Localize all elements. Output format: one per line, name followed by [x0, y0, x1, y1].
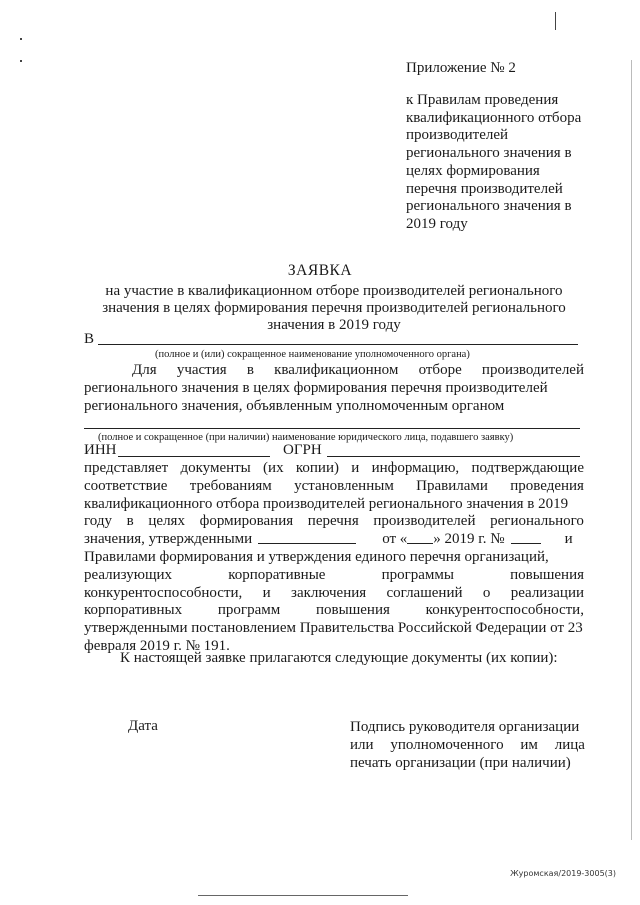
attachments-text: К настоящей заявке прилагаются следующие документы (их копии):: [120, 650, 558, 666]
rules-line: к Правилам проведения: [406, 92, 559, 108]
authority-caption: (полное и (или) сокращенное наименование уполномоченного органа): [155, 349, 470, 360]
document-code: Журомская/2019-3005(3): [510, 869, 616, 878]
para-line: регионального значения в целях формирования перечня производителей: [84, 379, 548, 396]
document-subtitle: [84, 283, 584, 334]
signature-block: [350, 718, 585, 772]
participation-paragraph: [84, 362, 584, 415]
para-line: утвержденными постановлением Правительства Российской Федерации от 23: [84, 620, 583, 637]
signature-line: печать организации (при наличии): [350, 755, 571, 771]
date-label: Дата: [128, 718, 158, 734]
documents-paragraph: [84, 460, 584, 656]
scan-mark: [631, 60, 632, 840]
para-line: корпоративных программ повышения конкурентоспособности,: [84, 602, 584, 619]
authority-name-field[interactable]: [98, 344, 578, 345]
ogrn-field[interactable]: [327, 456, 580, 457]
legal-entity-caption: (полное и сокращенное (при наличии) наименование юридического лица, подавшего заявку): [98, 432, 514, 443]
rules-line: регионального значения в: [406, 198, 572, 215]
rules-line: перечня производителей: [406, 180, 563, 197]
appendix-number: Приложение № 2: [406, 60, 516, 76]
para-line: квалификационного отбора производителей регионального значения в 2019: [84, 495, 569, 512]
approval-doc-field[interactable]: [258, 531, 356, 544]
scan-mark: [20, 60, 22, 62]
number-field[interactable]: [511, 531, 541, 544]
para-line: февраля 2019 г. № 191.: [84, 637, 230, 654]
para-line: регионального значения, объявленным уполномоченным органом: [84, 397, 505, 414]
rules-reference: [406, 92, 606, 234]
authority-prefix: В: [84, 331, 95, 347]
rules-line: регионального значения в: [406, 145, 572, 162]
para-line: Для участия в квалификационном отборе производителей: [132, 362, 584, 378]
rules-line: 2019 году: [406, 215, 468, 232]
rules-line: производителей: [406, 127, 509, 144]
para-line: Правилами формирования и утверждения единого перечня организаций,: [84, 548, 549, 565]
day-field[interactable]: [407, 531, 433, 544]
rules-line: целях формирования: [406, 162, 540, 179]
inn-label: ИНН: [84, 442, 117, 458]
legal-entity-name-field[interactable]: [84, 428, 580, 429]
para-line: реализующих корпоративные программы повышения: [84, 566, 584, 583]
scan-mark: [555, 12, 556, 30]
ogrn-label: ОГРН: [283, 442, 322, 458]
subtitle-line: на участие в квалификационном отборе производителей регионального: [105, 283, 563, 299]
subtitle-line: значения в 2019 году: [267, 317, 401, 333]
subtitle-line: значения в целях формирования перечня производителей регионального: [102, 300, 566, 316]
inn-field[interactable]: [118, 456, 270, 457]
bottom-edge-line: [198, 895, 408, 896]
para-line: представляет документы (их копии) и информацию, подтверждающие: [84, 460, 584, 476]
para-line: году в целях формирования перечня производителей регионального: [84, 513, 584, 530]
para-line: конкурентоспособности, и заключения соглашений о реализации: [84, 584, 584, 601]
signature-line: или уполномоченного им лица: [350, 737, 585, 753]
signature-line: Подпись руководителя организации: [350, 719, 580, 735]
rules-line: квалификационного отбора: [406, 109, 582, 126]
scan-mark: [20, 38, 22, 40]
para-line: значения, утвержденными от « » 2019 г. № и: [84, 531, 573, 548]
document-title: ЗАЯВКА: [287, 262, 353, 279]
para-line: соответствие требованиям установленным Правилами проведения: [84, 477, 584, 494]
